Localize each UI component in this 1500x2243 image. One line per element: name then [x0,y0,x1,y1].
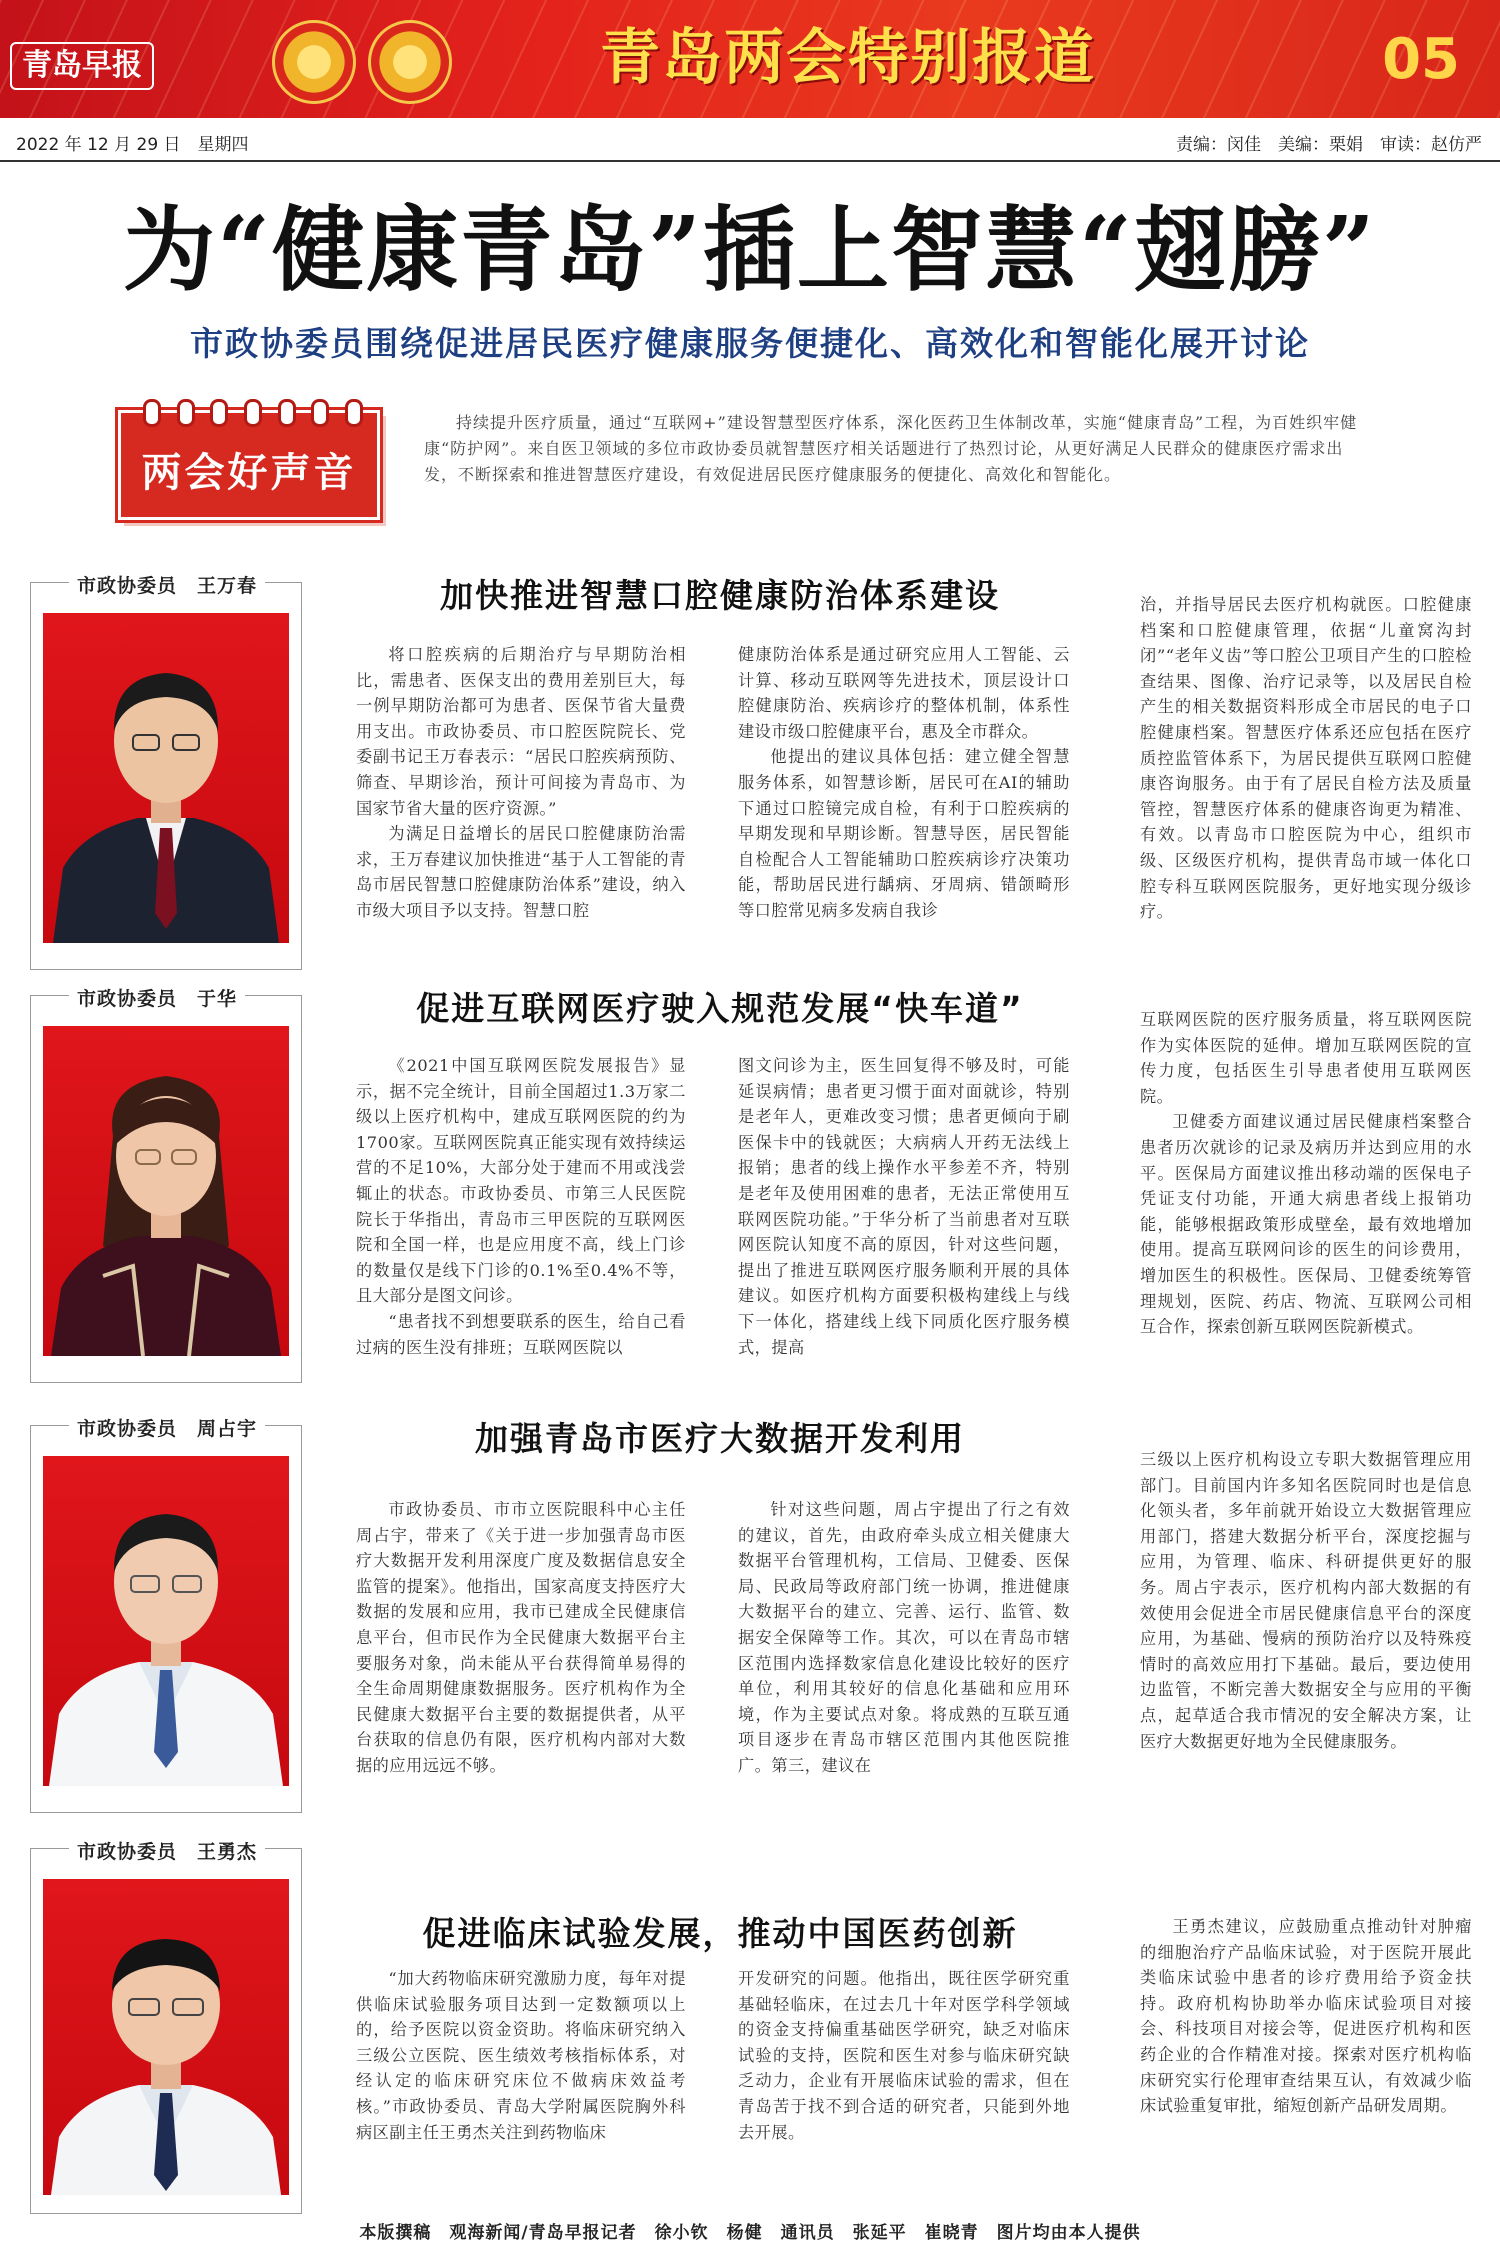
paragraph: 为满足日益增长的居民口腔健康防治需求，王万春建议加快推进“基于人工智能的青岛市居民智慧口腔健康防治体系”建设，纳入市级大项目予以支持。智慧口腔 [356,824,686,920]
calendar-rings-icon [143,399,363,419]
paragraph: “加大药物临床研究激励力度，每年对提供临床试验服务项目达到一定数额项以上的，给予医院以资金资助。将临床研究纳入三级公立医院、医生绩效考核指标体系，对经认定的临床研究床位不做病床效益考核。”市政协委员、青岛大学附属医院胸外科病区副主任王勇杰关注到药物临床 [356,1969,686,2142]
article-column [356,1497,686,1779]
member-role: 市政协委员 王勇杰 [69,1837,265,1864]
portrait-photo [43,1879,289,2195]
paragraph: 互联网医院的医疗服务质量，将互联网医院作为实体医院的延伸。增加互联网医院的宣传力度，包括医生引导患者使用互联网医院。 [1140,1010,1472,1106]
paragraph: 针对这些问题，周占宇提出了行之有效的建议，首先，由政府牵头成立相关健康大数据平台管理机构，工信局、卫健委、医保局、民政局等政府部门统一协调，推进健康大数据平台的建立、完善、运行、监管、数据安全保障等工作。其次，可以在青岛市辖区范围内选择数家信息化建设比较好的医疗单位，利用其较好的信息化基础和应用环境，作为主要试点对象。将成熟的互联互通项目逐步在青岛市辖区范围内其他医院推广。第三，建议在 [738,1500,1070,1775]
portrait-frame [30,988,302,1383]
column-badge [118,410,380,520]
paragraph: 治，并指导居民去医疗机构就医。口腔健康档案和口腔健康管理，依据“儿童窝沟封闭”“老年义齿”等口腔公卫项目产生的口腔检查结果、图像、治疗记录等，以及居民自检产生的相关数据资料形成全市居民的电子口腔健康档案。智慧医疗体系还应包括在医疗质控监管体系下，为居民提供互联网口腔健康咨询服务。由于有了居民自检方法及质量管控，智慧医疗体系的健康咨询更为精准、有效。以青岛市口腔医院为中心，组织市级、区级医疗机构，提供青岛市域一体化口腔专科互联网医院服务，更好地实现分级诊疗。 [1140,595,1472,922]
cppcc-emblem-icon [368,20,452,104]
article-column [356,642,686,924]
member-role: 市政协委员 于华 [69,984,245,1011]
article-column [738,642,1070,924]
article-title: 促进互联网医疗驶入规范发展“快车道” [416,989,1024,1028]
top-rule [0,160,1500,162]
article-column [356,1966,686,2145]
article-title: 加强青岛市医疗大数据开发利用 [475,1419,965,1458]
paragraph: 将口腔疾病的后期治疗与早期防治相比，需患者、医保支出的费用差别巨大，每一例早期防治都可为患者、医保节省大量费用支出。市政协委员、市口腔医院院长、党委副书记王万春表示：“居民口腔疾病预防、筛查、早期诊治，预计可间接为青岛市、为国家节省大量的医疗资源。” [356,645,686,818]
portrait-photo [43,613,289,943]
page-number: 05 [1382,27,1460,92]
article-title: 加快推进智慧口腔健康防治体系建设 [440,576,1000,615]
portrait-frame [30,575,302,970]
editor-credits: 责编：闵佳 美编：栗娟 审读：赵仿严 [1176,135,1482,155]
paragraph: 三级以上医疗机构设立专职大数据管理应用部门。目前国内许多知名医院同时也是信息化领头者，多年前就开始设立大数据管理应用部门，搭建大数据分析平台，深度挖掘与应用，为管理、临床、科研提供更好的服务。周占宇表示，医疗机构内部大数据的有效使用会促进全市居民健康信息平台的深度应用，为基础、慢病的预防治疗以及特殊疫情时的高效应用打下基础。最后，要边使用边监管，不断完善大数据安全与应用的平衡点，起草适合我市情况的安全解决方案，让医疗大数据更好地为全民健康服务。 [1140,1450,1472,1751]
portrait-illustration [43,1456,289,1786]
article-column [1140,1914,1472,2119]
dateline: 2022 年 12 月 29 日 星期四 [16,135,249,155]
section-title: 青岛两会特别报道 [600,23,1096,93]
portrait-photo [43,1456,289,1786]
article-column [1140,1447,1472,1754]
paragraph: 《2021中国互联网医院发展报告》显示，据不完全统计，目前全国超过1.3万家二级以上医疗机构中，建成互联网医院的约为1700家。互联网医院真正能实现有效持续运营的不足10%，大部分处于建而不用或浅尝辄止的状态。市政协委员、市第三人民医院院长于华指出，青岛市三甲医院的互联网医院和全国一样，也是应用度不高，线上门诊的数量仅是线下门诊的0.1%至0.4%不等，且大部分是图文问诊。 [356,1056,686,1306]
portrait-illustration [43,1026,289,1356]
portrait-frame [30,1418,302,1813]
portrait-frame [30,1841,302,2214]
article-section [30,575,1500,972]
national-emblem-icon [272,20,356,104]
article-section [30,988,1500,1385]
paragraph: 开发研究的问题。他指出，既往医学研究重基础轻临床，在过去几十年对医学科学领域的资金支持偏重基础医学研究，缺乏对临床试验的支持，医院和医生对参与临床研究缺乏动力，企业有开展临床试验的需求，但在青岛苦于找不到合适的研究者，只能到外地去开展。 [738,1969,1070,2142]
paragraph: “患者找不到想要联系的医生，给自己看过病的医生没有排班；互联网医院以 [356,1311,686,1357]
paragraph: 王勇杰建议，应鼓励重点推动针对肿瘤的细胞治疗产品临床试验，对于医院开展此类临床试验中患者的诊疗费用给予资金扶持。政府机构协助举办临床试验项目对接会、科技项目对接会等，促进医疗机构和医药企业的合作精准对接。探索对医疗机构临床研究实行伦理审查结果互认，有效减少临床试验重复审批，缩短创新产品研发周期。 [1140,1917,1472,2116]
subheadline: 市政协委员围绕促进居民医疗健康服务便捷化、高效化和智能化展开讨论 [190,324,1310,363]
paper-logo: 青岛早报 [10,42,154,90]
member-role: 市政协委员 周占宇 [69,1414,265,1441]
paragraph: 图文问诊为主，医生回复得不够及时，可能延误病情；患者更习惯于面对面就诊，特别是老年人，更难改变习惯；患者更倾向于刷医保卡中的钱就医；大病病人开药无法线上报销；患者的线上操作水平参差不齐，特别是老年及使用困难的患者，无法正常使用互联网医院功能。”于华分析了当前患者对互联网医院认知度不高的原因，针对这些问题，提出了推进互联网医疗服务顺利开展的具体建议。如医疗机构方面要积极构建线上与线下一体化，搭建线上线下同质化医疗服务模式，提高 [738,1056,1070,1357]
article-column [738,1053,1070,1360]
member-role: 市政协委员 王万春 [69,571,265,598]
byline-credit: 本版撰稿 观海新闻/青岛早报记者 徐小钦 杨健 通讯员 张延平 崔晓青 图片均由本人提供 [359,2223,1141,2243]
column-badge-label: 两会好声音 [141,449,357,496]
paragraph: 他提出的建议具体包括：建立健全智慧服务体系，如智慧诊断，居民可在AI的辅助下通过口腔镜完成自检，有利于口腔疾病的早期发现和早期诊断。智慧导医，居民智能自检配合人工智能辅助口腔疾病诊疗决策功能，帮助居民进行龋病、牙周病、错颌畸形等口腔常见病多发病自我诊 [738,747,1070,920]
article-column [356,1053,686,1360]
headline: 为“健康青岛”插上智慧“翅膀” [123,196,1377,304]
article-section [30,1841,1500,2216]
article-column [738,1497,1070,1779]
masthead-banner [0,0,1500,118]
article-column [738,1966,1070,2145]
paragraph: 健康防治体系是通过研究应用人工智能、云计算、移动互联网等先进技术，顶层设计口腔健康防治、疾病诊疗的整体机制，体系性建设市级口腔健康平台，惠及全市群众。 [738,645,1070,741]
portrait-illustration [43,613,289,943]
article-section [30,1418,1500,1815]
portrait-photo [43,1026,289,1356]
portrait-illustration [43,1879,289,2195]
paragraph: 卫健委方面建议通过居民健康档案整合患者历次就诊的记录及病历并达到应用的水平。医保局方面建议推出移动端的医保电子凭证支付功能，开通大病患者线上报销功能，能够根据政策形成壁垒，最有效地增加使用。提高互联网问诊的医生的问诊费用，增加医生的积极性。医保局、卫健委统筹管理规划，医院、药店、物流、互联网公司相互合作，探索创新互联网医院新模式。 [1140,1112,1472,1337]
lead-paragraph: 持续提升医疗质量，通过“互联网+”建设智慧型医疗体系，深化医药卫生体制改革，实施“健康青岛”工程，为百姓织牢健康“防护网”。来自医卫领域的多位市政协委员就智慧医疗相关话题进行了热烈讨论，从更好满足人民群众的健康医疗需求出发，不断探索和推进智慧医疗建设，有效促进居民医疗健康服务的便捷化、高效化和智能化。 [424,413,1358,484]
article-column [1140,1007,1472,1340]
paragraph: 市政协委员、市市立医院眼科中心主任周占宇，带来了《关于进一步加强青岛市医疗大数据开发利用深度广度及数据信息安全监管的提案》。他指出，国家高度支持医疗大数据的发展和应用，我市已建成全民健康信息平台，但市民作为全民健康大数据平台主要服务对象，尚未能从平台获得简单易得的全生命周期健康数据服务。医疗机构作为全民健康大数据平台主要的数据提供者，从平台获取的信息仍有限，医疗机构内部对大数据的应用远远不够。 [356,1500,686,1775]
article-title: 促进临床试验发展，推动中国医药创新 [422,1914,1018,1953]
article-column [1140,592,1472,925]
